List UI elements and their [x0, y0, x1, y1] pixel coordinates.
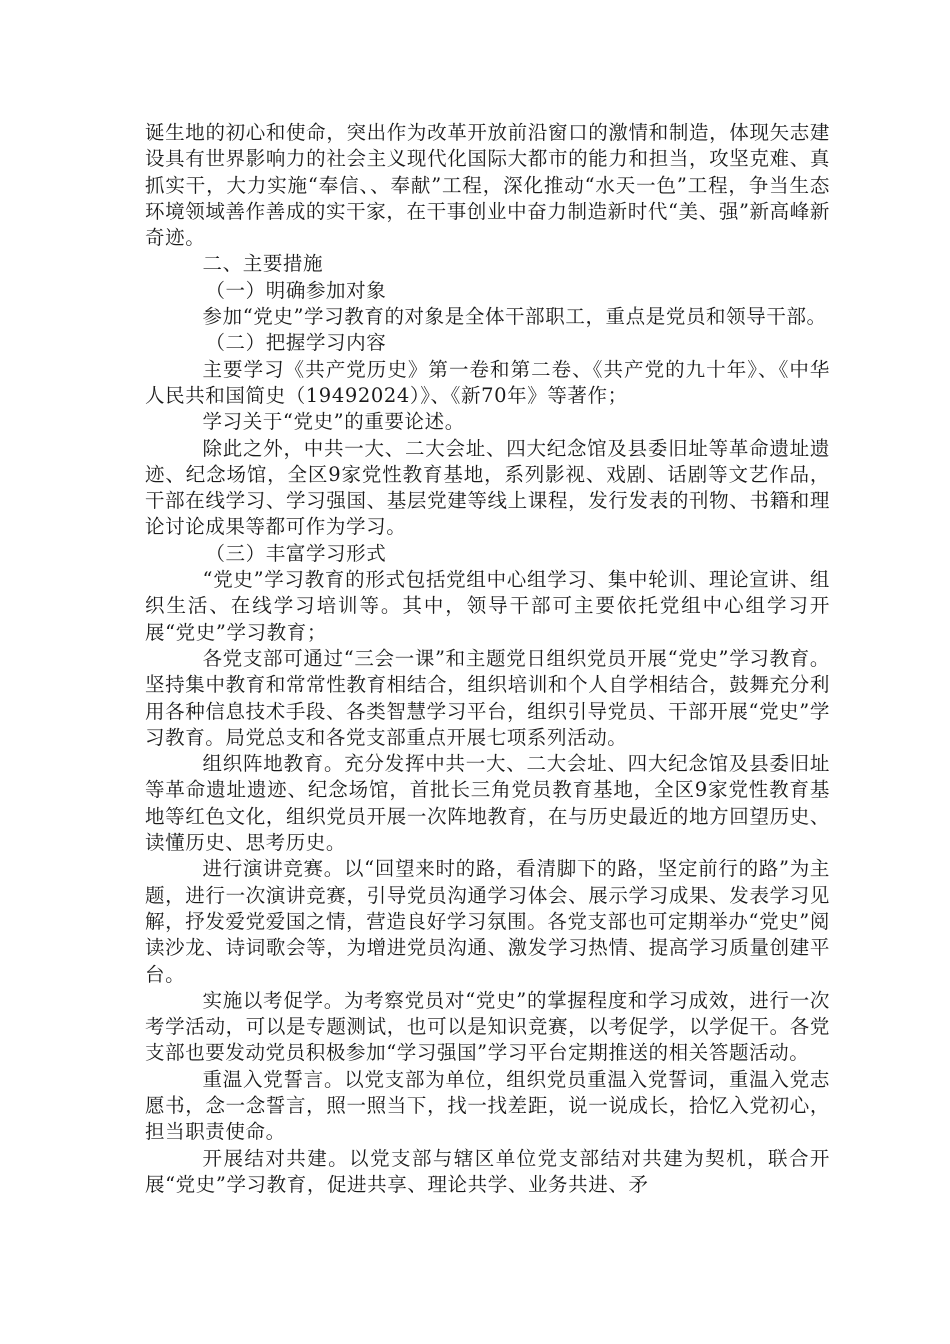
- paragraph-study-remarks: 学习关于“党史”的重要论述。: [202, 410, 465, 434]
- subsection-heading-forms: （三）丰富学习形式: [205, 541, 387, 565]
- paragraph-study-resources: 除此之外，中共一大、二大会址、四大纪念馆及县委旧址等革命遗址遗迹、纪念场馆，全区9家党性教育基地，系列影视、戏剧、话剧等文艺作品，干部在线学习、学习强国、基层党建等线上课程，发行发表的刊物、书籍和理论讨论成果等都可作为学习。: [145, 436, 830, 539]
- section-heading-main-measures: 二、主要措施: [202, 252, 324, 276]
- paragraph-participants: 参加“党史”学习教育的对象是全体干部职工，重点是党员和领导干部。: [202, 305, 827, 329]
- paragraph-position-education: 组织阵地教育。充分发挥中共一大、二大会址、四大纪念馆及县委旧址等革命遗址遗迹、纪念场馆，首批长三角党员教育基地，全区9家党性教育基地等红色文化，组织党员开展一次阵地教育，在与历史最近的地方回望历史、读懂历史、思考历史。: [145, 752, 830, 855]
- paragraph-opening: 诞生地的初心和使命，突出作为改革开放前沿窗口的激情和制造，体现矢志建设具有世界影响力的社会主义现代化国际大都市的能力和担当，攻坚克难、真抓实干，大力实施“奉信、、奉献”工程，深化推动“水天一色”工程，争当生态环境领域善作善成的实干家，在干事创业中奋力制造新时代“美、强”新高峰新奇迹。: [145, 121, 830, 250]
- paragraph-oath-review: 重温入党誓言。以党支部为单位，组织党员重温入党誓词，重温入党志愿书，念一念誓言，照一照当下，找一找差距，说一说成长，拾忆入党初心，担当职责使命。: [145, 1067, 830, 1144]
- paragraph-speech-contest: 进行演讲竞赛。以“回望来时的路，看清脚下的路，坚定前行的路”为主题，进行一次演讲竞赛，引导党员沟通学习体会、展示学习成果、发表学习见解，抒发爱党爱国之情，营造良好学习氛围。各党支部也可定期举办“党史”阅读沙龙、诗词歌会等，为增进党员沟通、激发学习热情、提高学习质量创建平台。: [145, 857, 830, 986]
- subsection-heading-content: （二）把握学习内容: [205, 331, 387, 355]
- document-body: [145, 120, 830, 1198]
- paragraph-forms-overview: “党史”学习教育的形式包括党组中心组学习、集中轮训、理论宣讲、组织生活、在线学习培训等。其中，领导干部可主要依托党组中心组学习开展“党史”学习教育；: [145, 568, 830, 644]
- paragraph-joint-building: 开展结对共建。以党支部与辖区单位党支部结对共建为契机，联合开展“党史”学习教育，促进共享、理论共学、业务共进、矛: [145, 1146, 830, 1196]
- paragraph-branch-activities: 各党支部可通过“三会一课”和主题党日组织党员开展“党史”学习教育。坚持集中教育和常常性教育相结合，组织培训和个人自学相结合，鼓舞充分利用各种信息技术手段、各类智慧学习平台，组织引导党员、干部开展“党史”学习教育。局党总支和各党支部重点开展七项系列活动。: [145, 646, 830, 749]
- subsection-heading-participants: （一）明确参加对象: [205, 278, 387, 302]
- paragraph-study-books: 主要学习《共产党历史》第一卷和第二卷、《共产党的九十年》、《中华人民共和国简史（19492024）》、《新70年》等著作；: [145, 357, 830, 407]
- paragraph-exam-learning: 实施以考促学。为考察党员对“党史”的掌握程度和学习成效，进行一次考学活动，可以是专题测试，也可以是知识竞赛，以考促学，以学促干。各党支部也要发动党员积极参加“学习强国”学习平台定期推送的相关答题活动。: [145, 988, 830, 1065]
